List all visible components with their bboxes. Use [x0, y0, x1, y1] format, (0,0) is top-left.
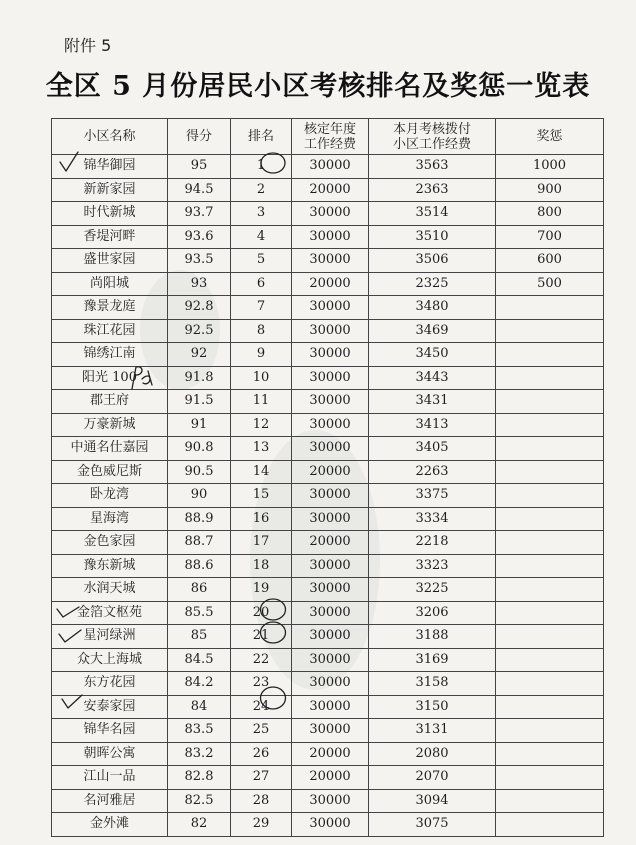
cell-annual-fund: 30000	[292, 648, 369, 672]
cell-monthly-payment: 2070	[369, 766, 496, 790]
header-name: 小区名称	[52, 119, 168, 155]
cell-monthly-payment: 3169	[369, 648, 496, 672]
cell-monthly-payment: 3443	[369, 366, 496, 390]
table-row	[52, 484, 604, 508]
cell-award	[496, 460, 604, 484]
cell-annual-fund: 30000	[292, 343, 369, 367]
table-row	[52, 225, 604, 249]
cell-name: 金外滩	[52, 813, 168, 837]
cell-annual-fund: 30000	[292, 507, 369, 531]
cell-score: 88.6	[168, 554, 231, 578]
cell-award	[496, 766, 604, 790]
cell-rank: 4	[231, 225, 292, 249]
header-award: 奖惩	[496, 119, 604, 155]
cell-rank: 9	[231, 343, 292, 367]
cell-rank: 19	[231, 578, 292, 602]
cell-award: 500	[496, 272, 604, 296]
cell-score: 82.8	[168, 766, 231, 790]
cell-award	[496, 343, 604, 367]
cell-score: 85.5	[168, 601, 231, 625]
cell-rank: 6	[231, 272, 292, 296]
cell-award	[496, 695, 604, 719]
cell-annual-fund: 30000	[292, 249, 369, 273]
header-score: 得分	[168, 119, 231, 155]
cell-name: 星海湾	[52, 507, 168, 531]
cell-award	[496, 625, 604, 649]
cell-rank: 25	[231, 719, 292, 743]
table-row	[52, 695, 604, 719]
cell-annual-fund: 30000	[292, 789, 369, 813]
cell-award	[496, 742, 604, 766]
cell-monthly-payment: 3514	[369, 202, 496, 226]
cell-annual-fund: 20000	[292, 531, 369, 555]
cell-name: 安泰家园	[52, 695, 168, 719]
cell-annual-fund: 30000	[292, 672, 369, 696]
cell-rank: 10	[231, 366, 292, 390]
cell-rank: 18	[231, 554, 292, 578]
cell-score: 92	[168, 343, 231, 367]
cell-monthly-payment: 2263	[369, 460, 496, 484]
cell-annual-fund: 30000	[292, 554, 369, 578]
cell-name: 金色家园	[52, 531, 168, 555]
cell-score: 84	[168, 695, 231, 719]
attachment-label: 附件 5	[64, 36, 112, 55]
cell-score: 82	[168, 813, 231, 837]
cell-monthly-payment: 3094	[369, 789, 496, 813]
cell-award: 600	[496, 249, 604, 273]
cell-monthly-payment: 3480	[369, 296, 496, 320]
cell-name: 豫景龙庭	[52, 296, 168, 320]
cell-monthly-payment: 3334	[369, 507, 496, 531]
cell-rank: 12	[231, 413, 292, 437]
cell-rank: 16	[231, 507, 292, 531]
cell-monthly-payment: 3131	[369, 719, 496, 743]
cell-rank: 29	[231, 813, 292, 837]
table-row	[52, 155, 604, 179]
table-row	[52, 813, 604, 837]
cell-score: 84.5	[168, 648, 231, 672]
cell-name: 金箔文枢苑	[52, 601, 168, 625]
cell-rank: 26	[231, 742, 292, 766]
cell-annual-fund: 30000	[292, 437, 369, 461]
cell-annual-fund: 30000	[292, 625, 369, 649]
cell-award	[496, 390, 604, 414]
cell-name: 众大上海城	[52, 648, 168, 672]
cell-monthly-payment: 3158	[369, 672, 496, 696]
table-row	[52, 437, 604, 461]
cell-rank: 28	[231, 789, 292, 813]
cell-award: 1000	[496, 155, 604, 179]
cell-score: 90	[168, 484, 231, 508]
cell-annual-fund: 20000	[292, 460, 369, 484]
cell-monthly-payment: 2080	[369, 742, 496, 766]
table-row	[52, 413, 604, 437]
cell-score: 82.5	[168, 789, 231, 813]
cell-score: 85	[168, 625, 231, 649]
table-row	[52, 648, 604, 672]
header-annual-fund-line2: 工作经费	[303, 136, 356, 152]
cell-name: 豫东新城	[52, 554, 168, 578]
cell-monthly-payment: 3506	[369, 249, 496, 273]
cell-rank: 22	[231, 648, 292, 672]
cell-score: 88.7	[168, 531, 231, 555]
cell-rank: 15	[231, 484, 292, 508]
cell-monthly-payment: 2218	[369, 531, 496, 555]
table-row	[52, 625, 604, 649]
cell-name: 珠江花园	[52, 319, 168, 343]
cell-rank: 13	[231, 437, 292, 461]
ranking-table	[51, 118, 604, 837]
cell-rank: 3	[231, 202, 292, 226]
cell-score: 92.5	[168, 319, 231, 343]
cell-name: 江山一品	[52, 766, 168, 790]
cell-annual-fund: 30000	[292, 413, 369, 437]
cell-award: 700	[496, 225, 604, 249]
header-monthly-payment-line2: 小区工作经费	[392, 136, 471, 152]
cell-name: 锦华御园	[52, 155, 168, 179]
cell-award: 800	[496, 202, 604, 226]
cell-annual-fund: 30000	[292, 202, 369, 226]
table-header-row	[52, 119, 604, 155]
cell-monthly-payment: 3188	[369, 625, 496, 649]
cell-annual-fund: 20000	[292, 178, 369, 202]
table-row	[52, 178, 604, 202]
table-row	[52, 719, 604, 743]
cell-score: 93.7	[168, 202, 231, 226]
table-row	[52, 272, 604, 296]
cell-monthly-payment: 3563	[369, 155, 496, 179]
header-annual-fund	[292, 119, 369, 155]
table-row	[52, 531, 604, 555]
cell-annual-fund: 20000	[292, 742, 369, 766]
table-row	[52, 578, 604, 602]
cell-name: 卧龙湾	[52, 484, 168, 508]
cell-score: 94.5	[168, 178, 231, 202]
cell-annual-fund: 20000	[292, 272, 369, 296]
header-monthly-payment-line1: 本月考核拨付	[392, 121, 471, 137]
cell-annual-fund: 30000	[292, 719, 369, 743]
cell-annual-fund: 30000	[292, 601, 369, 625]
cell-award	[496, 554, 604, 578]
cell-name: 盛世家园	[52, 249, 168, 273]
header-monthly-payment	[369, 119, 496, 155]
cell-annual-fund: 30000	[292, 225, 369, 249]
cell-award	[496, 531, 604, 555]
cell-score: 84.2	[168, 672, 231, 696]
cell-annual-fund: 30000	[292, 695, 369, 719]
cell-name: 金色威尼斯	[52, 460, 168, 484]
cell-monthly-payment: 3450	[369, 343, 496, 367]
cell-award	[496, 578, 604, 602]
cell-rank: 14	[231, 460, 292, 484]
cell-annual-fund: 30000	[292, 155, 369, 179]
cell-name: 时代新城	[52, 202, 168, 226]
cell-name: 新新家园	[52, 178, 168, 202]
cell-monthly-payment: 2325	[369, 272, 496, 296]
table-row	[52, 742, 604, 766]
cell-annual-fund: 30000	[292, 366, 369, 390]
cell-award	[496, 366, 604, 390]
table-row	[52, 766, 604, 790]
cell-rank: 5	[231, 249, 292, 273]
table-row	[52, 296, 604, 320]
cell-annual-fund: 30000	[292, 578, 369, 602]
cell-award	[496, 296, 604, 320]
table-row	[52, 601, 604, 625]
cell-score: 93	[168, 272, 231, 296]
cell-rank: 1	[231, 155, 292, 179]
table-row	[52, 202, 604, 226]
cell-rank: 23	[231, 672, 292, 696]
cell-score: 83.2	[168, 742, 231, 766]
table-row	[52, 319, 604, 343]
cell-annual-fund: 30000	[292, 390, 369, 414]
cell-annual-fund: 30000	[292, 813, 369, 837]
cell-monthly-payment: 3206	[369, 601, 496, 625]
table-row	[52, 249, 604, 273]
cell-score: 93.5	[168, 249, 231, 273]
table-row	[52, 390, 604, 414]
table-row	[52, 554, 604, 578]
cell-monthly-payment: 3405	[369, 437, 496, 461]
cell-rank: 20	[231, 601, 292, 625]
cell-monthly-payment: 3375	[369, 484, 496, 508]
cell-name: 水润天城	[52, 578, 168, 602]
cell-rank: 11	[231, 390, 292, 414]
cell-award	[496, 484, 604, 508]
cell-monthly-payment: 3225	[369, 578, 496, 602]
cell-rank: 7	[231, 296, 292, 320]
cell-name: 万豪新城	[52, 413, 168, 437]
cell-name: 锦华名园	[52, 719, 168, 743]
cell-score: 86	[168, 578, 231, 602]
cell-rank: 24	[231, 695, 292, 719]
cell-score: 90.8	[168, 437, 231, 461]
cell-monthly-payment: 3075	[369, 813, 496, 837]
cell-monthly-payment: 3469	[369, 319, 496, 343]
cell-annual-fund: 30000	[292, 484, 369, 508]
cell-award	[496, 813, 604, 837]
cell-award	[496, 672, 604, 696]
cell-rank: 27	[231, 766, 292, 790]
table-row	[52, 366, 604, 390]
cell-score: 90.5	[168, 460, 231, 484]
cell-award	[496, 601, 604, 625]
cell-award	[496, 413, 604, 437]
cell-award	[496, 507, 604, 531]
cell-rank: 8	[231, 319, 292, 343]
cell-award	[496, 719, 604, 743]
cell-rank: 21	[231, 625, 292, 649]
cell-score: 91.5	[168, 390, 231, 414]
page-title: 全区 5 月份居民小区考核排名及奖惩一览表	[45, 71, 591, 102]
cell-score: 88.9	[168, 507, 231, 531]
table-row	[52, 460, 604, 484]
cell-award	[496, 648, 604, 672]
cell-score: 93.6	[168, 225, 231, 249]
cell-monthly-payment: 3431	[369, 390, 496, 414]
cell-name: 中通名仕嘉园	[52, 437, 168, 461]
cell-name: 锦绣江南	[52, 343, 168, 367]
cell-rank: 2	[231, 178, 292, 202]
cell-award	[496, 437, 604, 461]
cell-award	[496, 789, 604, 813]
cell-name: 阳光 100	[52, 366, 168, 390]
cell-monthly-payment: 3323	[369, 554, 496, 578]
table-body	[52, 155, 604, 837]
table-row	[52, 343, 604, 367]
cell-name: 星河绿洲	[52, 625, 168, 649]
cell-score: 91	[168, 413, 231, 437]
cell-award	[496, 319, 604, 343]
cell-rank: 17	[231, 531, 292, 555]
cell-name: 东方花园	[52, 672, 168, 696]
cell-name: 名河雅居	[52, 789, 168, 813]
cell-monthly-payment: 3150	[369, 695, 496, 719]
header-rank: 排名	[231, 119, 292, 155]
header-annual-fund-line1: 核定年度	[303, 121, 356, 137]
table-row	[52, 672, 604, 696]
cell-name: 尚阳城	[52, 272, 168, 296]
cell-name: 郡王府	[52, 390, 168, 414]
cell-score: 91.8	[168, 366, 231, 390]
cell-monthly-payment: 3510	[369, 225, 496, 249]
cell-score: 95	[168, 155, 231, 179]
cell-score: 83.5	[168, 719, 231, 743]
table-row	[52, 507, 604, 531]
cell-annual-fund: 30000	[292, 319, 369, 343]
table-row	[52, 789, 604, 813]
cell-monthly-payment: 2363	[369, 178, 496, 202]
cell-monthly-payment: 3413	[369, 413, 496, 437]
cell-name: 朝晖公寓	[52, 742, 168, 766]
cell-score: 92.8	[168, 296, 231, 320]
cell-annual-fund: 20000	[292, 766, 369, 790]
cell-award: 900	[496, 178, 604, 202]
cell-name: 香堤河畔	[52, 225, 168, 249]
cell-annual-fund: 30000	[292, 296, 369, 320]
